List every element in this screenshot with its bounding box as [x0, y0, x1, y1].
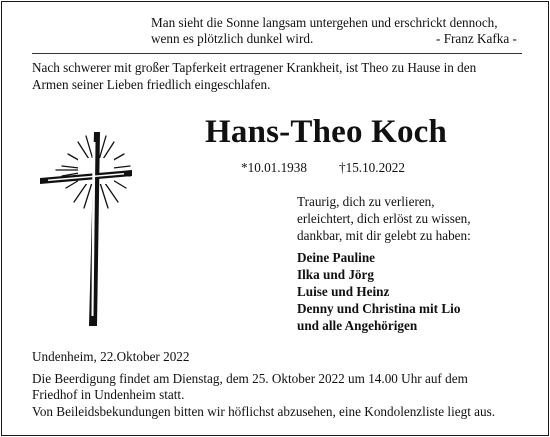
mourner-4: Denny und Christina mit Lio: [297, 301, 461, 316]
top-divider: [32, 53, 522, 54]
mourner-1: Deine Pauline: [297, 250, 376, 265]
quote-line-1: Man sieht die Sonne langsam untergehen und erschrickt dennoch,: [151, 15, 498, 30]
death-date: †15.10.2022: [339, 160, 405, 175]
place-date: Undenheim, 22.Oktober 2022: [32, 349, 190, 364]
mourner-2: Ilka und Jörg: [297, 267, 374, 282]
birth-date: *10.01.1938: [241, 160, 307, 175]
poem-line-1: Traurig, dich zu verlieren,: [297, 194, 435, 209]
deceased-name: Hans-Theo Koch: [205, 114, 448, 150]
condolence-note: Von Beileidsbekundungen bitten wir höflichst abzusehen, eine Kondolenzliste liegt aus.: [32, 404, 496, 419]
quote-line-2: wenn es plötzlich dunkel wird.: [151, 31, 314, 46]
mourner-5: und alle Angehörigen: [297, 318, 418, 333]
funeral-line-2: Friedhof in Undenheim statt.: [32, 387, 185, 402]
quote-author: - Franz Kafka -: [436, 31, 517, 46]
mourner-3: Luise und Heinz: [297, 284, 390, 299]
intro-line-2: Armen seiner Lieben friedlich eingeschlafen.: [32, 77, 271, 92]
funeral-line-1: Die Beerdigung findet am Dienstag, dem 25. Oktober 2022 um 14.00 Uhr auf dem: [32, 371, 468, 386]
poem-line-3: dankbar, mit dir gelebt zu haben:: [297, 228, 471, 243]
intro-line-1: Nach schwerer mit großer Tapferkeit ertragener Krankheit, ist Theo zu Hause in den: [32, 60, 477, 75]
poem-line-2: erleichtert, dich erlöst zu wissen,: [297, 211, 471, 226]
radiant-cross-icon: [34, 130, 134, 330]
